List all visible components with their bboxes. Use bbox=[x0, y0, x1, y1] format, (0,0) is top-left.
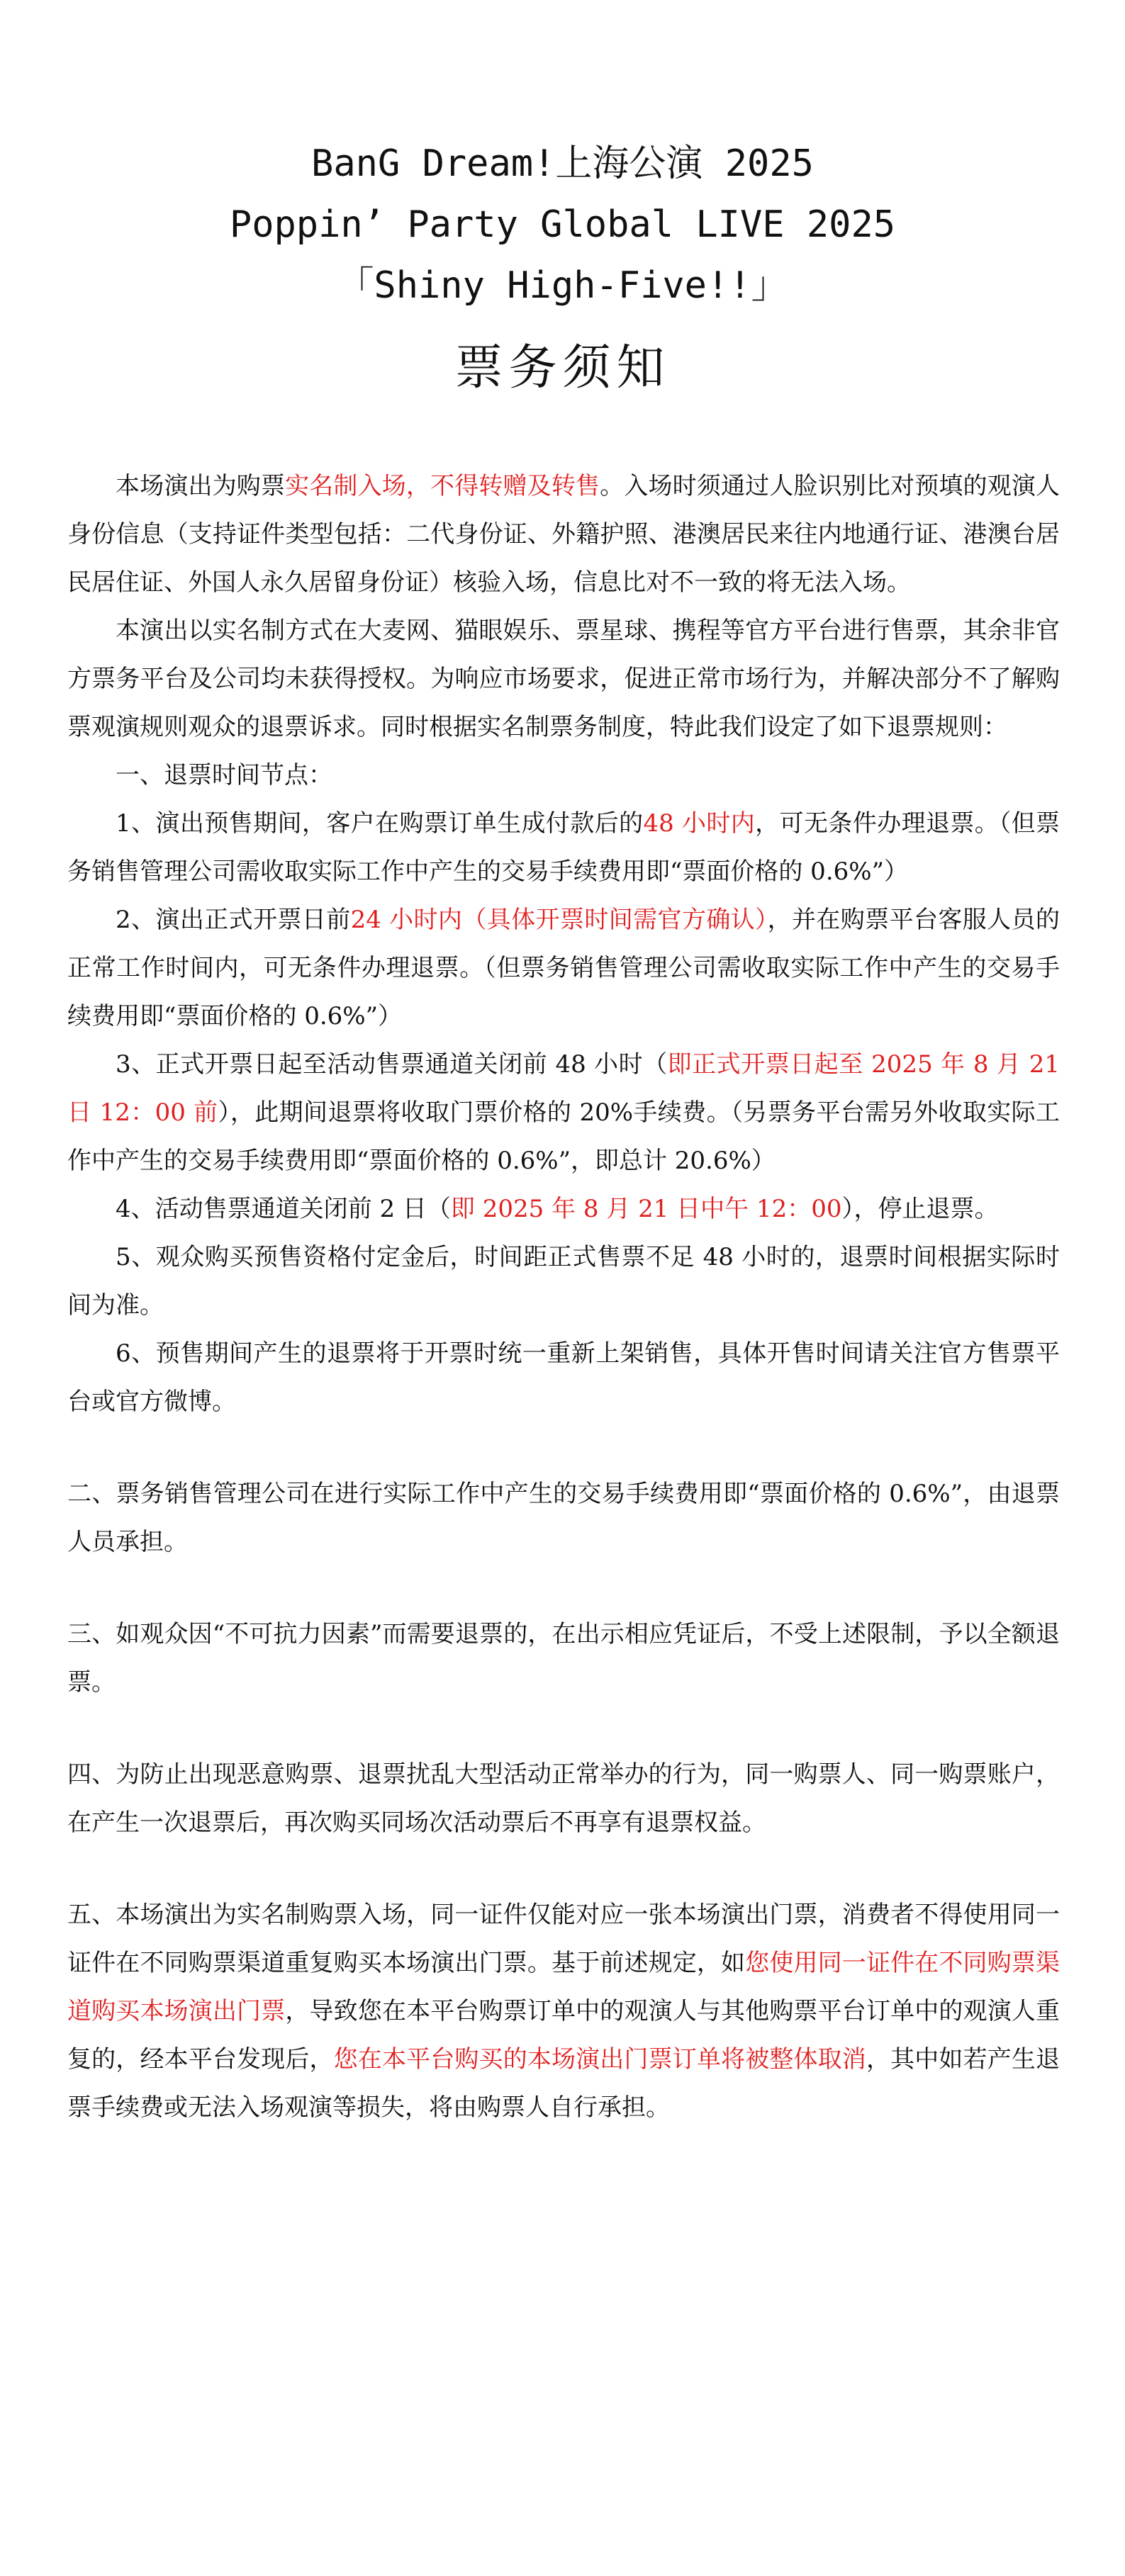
rule-1-text-b: ，可无条件办理退票。（但票务销售管理公司需收取实际工作中产生的交易手续费用即“票面价格的 0.6%”） bbox=[67, 809, 1060, 886]
section-1-heading: 一、退票时间节点： bbox=[116, 761, 332, 789]
section-spacer bbox=[67, 1426, 1060, 1470]
rule-4-text-b: ），停止退票。 bbox=[841, 1195, 999, 1223]
section-spacer bbox=[67, 1566, 1060, 1610]
section-spacer bbox=[67, 1847, 1060, 1891]
refund-rule-6: 6、预售期间产生的退票将于开票时统一重新上架销售，具体开售时间请关注官方售票平台或官方微博。 bbox=[67, 1339, 1060, 1416]
rule-4-highlight: 即 2025 年 8 月 21 日中午 12：00 bbox=[450, 1195, 842, 1223]
intro-p1-text-b: 。入场时须通过人脸识别比对预填的观演人身份信息（支持证件类型包括：二代身份证、外籍护照、港澳居民来往内地通行证、港澳台居民居住证、外国人永久居留身份证）核验入场，信息比对不一致的将无法入场。 bbox=[67, 472, 1060, 597]
rule-3-text-a: 3、正式开票日起至活动售票通道关闭前 48 小时（ bbox=[116, 1050, 668, 1079]
notice-body bbox=[67, 462, 1060, 2132]
section-5-highlight-2: 您在本平台购买的本场演出门票订单将被整体取消 bbox=[333, 2045, 866, 2074]
rule-1-highlight: 48 小时内 bbox=[643, 809, 756, 838]
rule-3-text-b: ），此期间退票将收取门票价格的 20%手续费。（另票务平台需另外收取实际工作中产生的交易手续费用即“票面价格的 0.6%”，即总计 20.6%） bbox=[67, 1098, 1060, 1175]
section-2-paragraph: 二、票务销售管理公司在进行实际工作中产生的交易手续费用即“票面价格的 0.6%”，由退票人员承担。 bbox=[67, 1480, 1060, 1556]
intro-p1-text-a: 本场演出为购票 bbox=[116, 472, 286, 500]
rule-4-text-a: 4、活动售票通道关闭前 2 日（ bbox=[116, 1195, 451, 1223]
page-title: 票务须知 bbox=[454, 340, 671, 396]
rule-2-highlight: 24 小时内（具体开票时间需官方确认） bbox=[350, 906, 768, 934]
refund-rule-4 bbox=[67, 1185, 1060, 1233]
section-3-paragraph: 三、如观众因“不可抗力因素”而需要退票的，在出示相应凭证后，不受上述限制，予以全额退票。 bbox=[67, 1620, 1060, 1697]
refund-rule-5: 5、观众购买预售资格付定金后，时间距正式售票不足 48 小时的，退票时间根据实际时间为准。 bbox=[67, 1243, 1060, 1320]
real-name-highlight: 实名制入场，不得转赠及转售 bbox=[285, 472, 600, 500]
rule-3-highlight: 即正式开票日起至 2025 年 8 月 21 日 12：00 前 bbox=[67, 1050, 1060, 1127]
section-5-text-c: ，其中如若产生退票手续费或无法入场观演等损失，将由购票人自行承担。 bbox=[67, 2045, 1060, 2122]
event-title-line-1: BanG Dream!上海公演 2025 bbox=[311, 142, 814, 185]
refund-rule-3 bbox=[67, 1040, 1060, 1185]
section-4-paragraph: 四、为防止出现恶意购票、退票扰乱大型活动正常举办的行为，同一购票人、同一购票账户，在产生一次退票后，再次购买同场次活动票后不再享有退票权益。 bbox=[67, 1760, 1060, 1837]
event-title-line-3: 「Shiny High-Five!!」 bbox=[337, 264, 788, 307]
section-5-text-b: ，导致您在本平台购票订单中的观演人与其他购票平台订单中的观演人重复的，经本平台发现后， bbox=[67, 1997, 1060, 2074]
section-5-paragraph bbox=[67, 1891, 1060, 2132]
title-block bbox=[0, 133, 1125, 411]
section-spacer bbox=[67, 1706, 1060, 1750]
refund-rule-1 bbox=[67, 799, 1060, 896]
section-5-highlight-1: 您使用同一证件在不同购票渠道购买本场演出门票 bbox=[67, 1949, 1060, 2025]
intro-paragraph-2: 本演出以实名制方式在大麦网、猫眼娱乐、票星球、携程等官方平台进行售票，其余非官方票务平台及公司均未获得授权。为响应市场要求，促进正常市场行为，并解决部分不了解购票观演规则观众的退票诉求。同时根据实名制票务制度，特此我们设定了如下退票规则： bbox=[67, 617, 1060, 741]
section-5-text-a: 五、本场演出为实名制购票入场，同一证件仅能对应一张本场演出门票，消费者不得使用同一证件在不同购票渠道重复购买本场演出门票。基于前述规定，如 bbox=[67, 1901, 1060, 1977]
rule-2-text-b: ，并在购票平台客服人员的正常工作时间内，可无条件办理退票。（但票务销售管理公司需收取实际工作中产生的交易手续费用即“票面价格的 0.6%”） bbox=[67, 906, 1060, 1030]
refund-rule-2 bbox=[67, 896, 1060, 1040]
event-title-line-2: Poppin’ Party Global LIVE 2025 bbox=[229, 203, 896, 246]
rule-2-text-a: 2、演出正式开票日前 bbox=[116, 906, 351, 934]
intro-paragraph-1 bbox=[67, 462, 1060, 607]
rule-1-text-a: 1、演出预售期间，客户在购票订单生成付款后的 bbox=[116, 809, 644, 838]
